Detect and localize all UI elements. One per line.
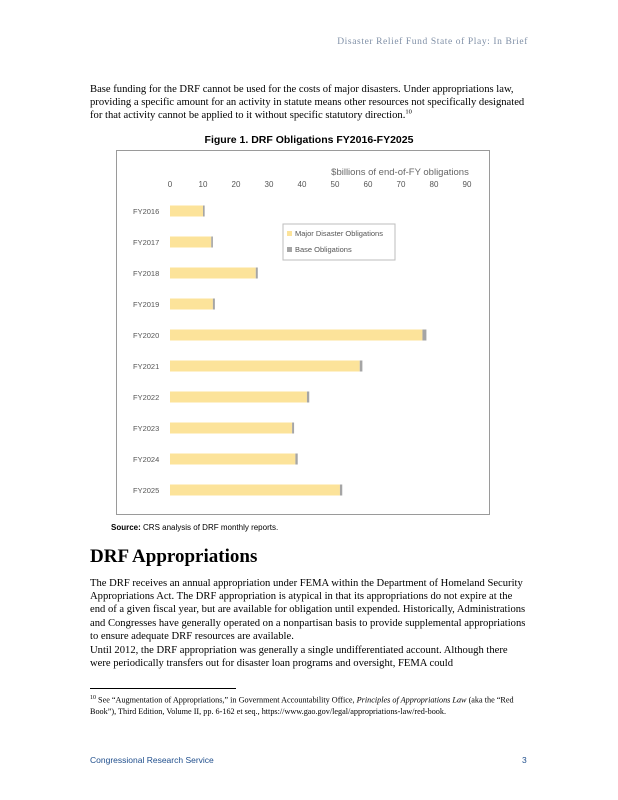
- x-tick-label: 90: [462, 180, 472, 189]
- footnote-title: Principles of Appropriations Law: [356, 695, 467, 705]
- base-obligation-bar: [256, 268, 258, 279]
- category-label: FY2017: [133, 238, 160, 247]
- x-tick-label: 50: [330, 180, 340, 189]
- figure-title: Figure 1. DRF Obligations FY2016-FY2025: [204, 134, 414, 146]
- x-axis-title: $billions of end-of-FY obligations: [331, 167, 469, 178]
- major-disaster-bar: [170, 454, 295, 465]
- chart-frame: [116, 150, 490, 515]
- footnote-number: 10: [90, 695, 96, 701]
- page-number: 3: [522, 755, 527, 765]
- major-disaster-bar: [170, 268, 256, 279]
- category-label: FY2018: [133, 269, 160, 278]
- footnote-divider: [90, 688, 236, 689]
- category-label: FY2020: [133, 331, 160, 340]
- category-label: FY2022: [133, 393, 160, 402]
- section-heading: DRF Appropriations: [90, 546, 258, 567]
- major-disaster-bar: [170, 485, 340, 496]
- footnote-pre: See “Augmentation of Appropriations,” in Government Accountability Office,: [96, 695, 357, 705]
- major-disaster-bar: [170, 392, 307, 403]
- obligations-chart: [117, 151, 491, 516]
- base-obligation-bar: [307, 392, 309, 403]
- appropriations-paragraph-1: The DRF receives an annual appropriation under FEMA within the Department of Homeland Security Appropriations Act. The DRF appropriation is atypical in that its appropriations do not expire at the end of a given fiscal year, but are available for obligation until expended. Historically, Administrations and Congresses have generally operated on a nonpartisan basis to provide supplemental appropriations to ensure adequate DRF resources are available.: [90, 578, 526, 642]
- base-obligation-bar: [422, 330, 426, 341]
- base-obligation-bar: [295, 454, 297, 465]
- x-tick-label: 10: [198, 180, 208, 189]
- major-disaster-bar: [170, 330, 422, 341]
- category-label: FY2023: [133, 424, 160, 433]
- base-obligation-bar: [211, 237, 213, 248]
- footer-organization: Congressional Research Service: [90, 755, 214, 765]
- intro-paragraph: [90, 83, 530, 123]
- x-tick-label: 70: [396, 180, 406, 189]
- x-tick-label: 80: [429, 180, 439, 189]
- x-tick-label: 40: [297, 180, 307, 189]
- source-label: Source:: [111, 523, 141, 532]
- running-header: Disaster Relief Fund State of Play: In Brief: [337, 37, 528, 47]
- major-disaster-bar: [170, 206, 203, 217]
- category-label: FY2025: [133, 486, 160, 495]
- legend-label: Major Disaster Obligations: [295, 229, 383, 238]
- base-obligation-bar: [292, 423, 294, 434]
- category-label: FY2024: [133, 455, 160, 464]
- legend-swatch-base: [287, 247, 292, 252]
- x-tick-label: 20: [231, 180, 241, 189]
- base-obligation-bar: [213, 299, 215, 310]
- category-label: FY2021: [133, 362, 160, 371]
- category-label: FY2016: [133, 207, 160, 216]
- appropriations-paragraph-2: Until 2012, the DRF appropriation was generally a single undifferentiated account. Although there were periodically transfers out for disaster loan programs and oversight, FEMA could: [90, 645, 508, 670]
- major-disaster-bar: [170, 237, 211, 248]
- figure-source: [111, 523, 278, 532]
- base-obligation-bar: [203, 206, 205, 217]
- x-tick-label: 0: [167, 180, 173, 189]
- base-obligation-bar: [360, 361, 363, 372]
- major-disaster-bar: [170, 361, 360, 372]
- source-text: CRS analysis of DRF monthly reports.: [143, 523, 279, 532]
- major-disaster-bar: [170, 423, 292, 434]
- major-disaster-bar: [170, 299, 213, 310]
- footnote-ref[interactable]: 10: [405, 108, 412, 116]
- intro-text: Base funding for the DRF cannot be used for the costs of major disasters. Under appropriations law, providing a specific amount for an activity in statute means other resources not specifically designated for that activity cannot be applied to it without specific statutory direction.: [90, 84, 525, 122]
- x-tick-label: 30: [264, 180, 274, 189]
- legend-label: Base Obligations: [295, 245, 352, 254]
- x-tick-label: 60: [363, 180, 373, 189]
- base-obligation-bar: [340, 485, 342, 496]
- footnote-post: (aka the “Red Book”), Third Edition, Volume II, pp. 6-162 et seq., https://www.gao.gov/legal/appropriations-law/red-book.: [90, 695, 514, 716]
- footnote: [90, 693, 530, 717]
- legend-swatch-major: [287, 231, 292, 236]
- category-label: FY2019: [133, 300, 160, 309]
